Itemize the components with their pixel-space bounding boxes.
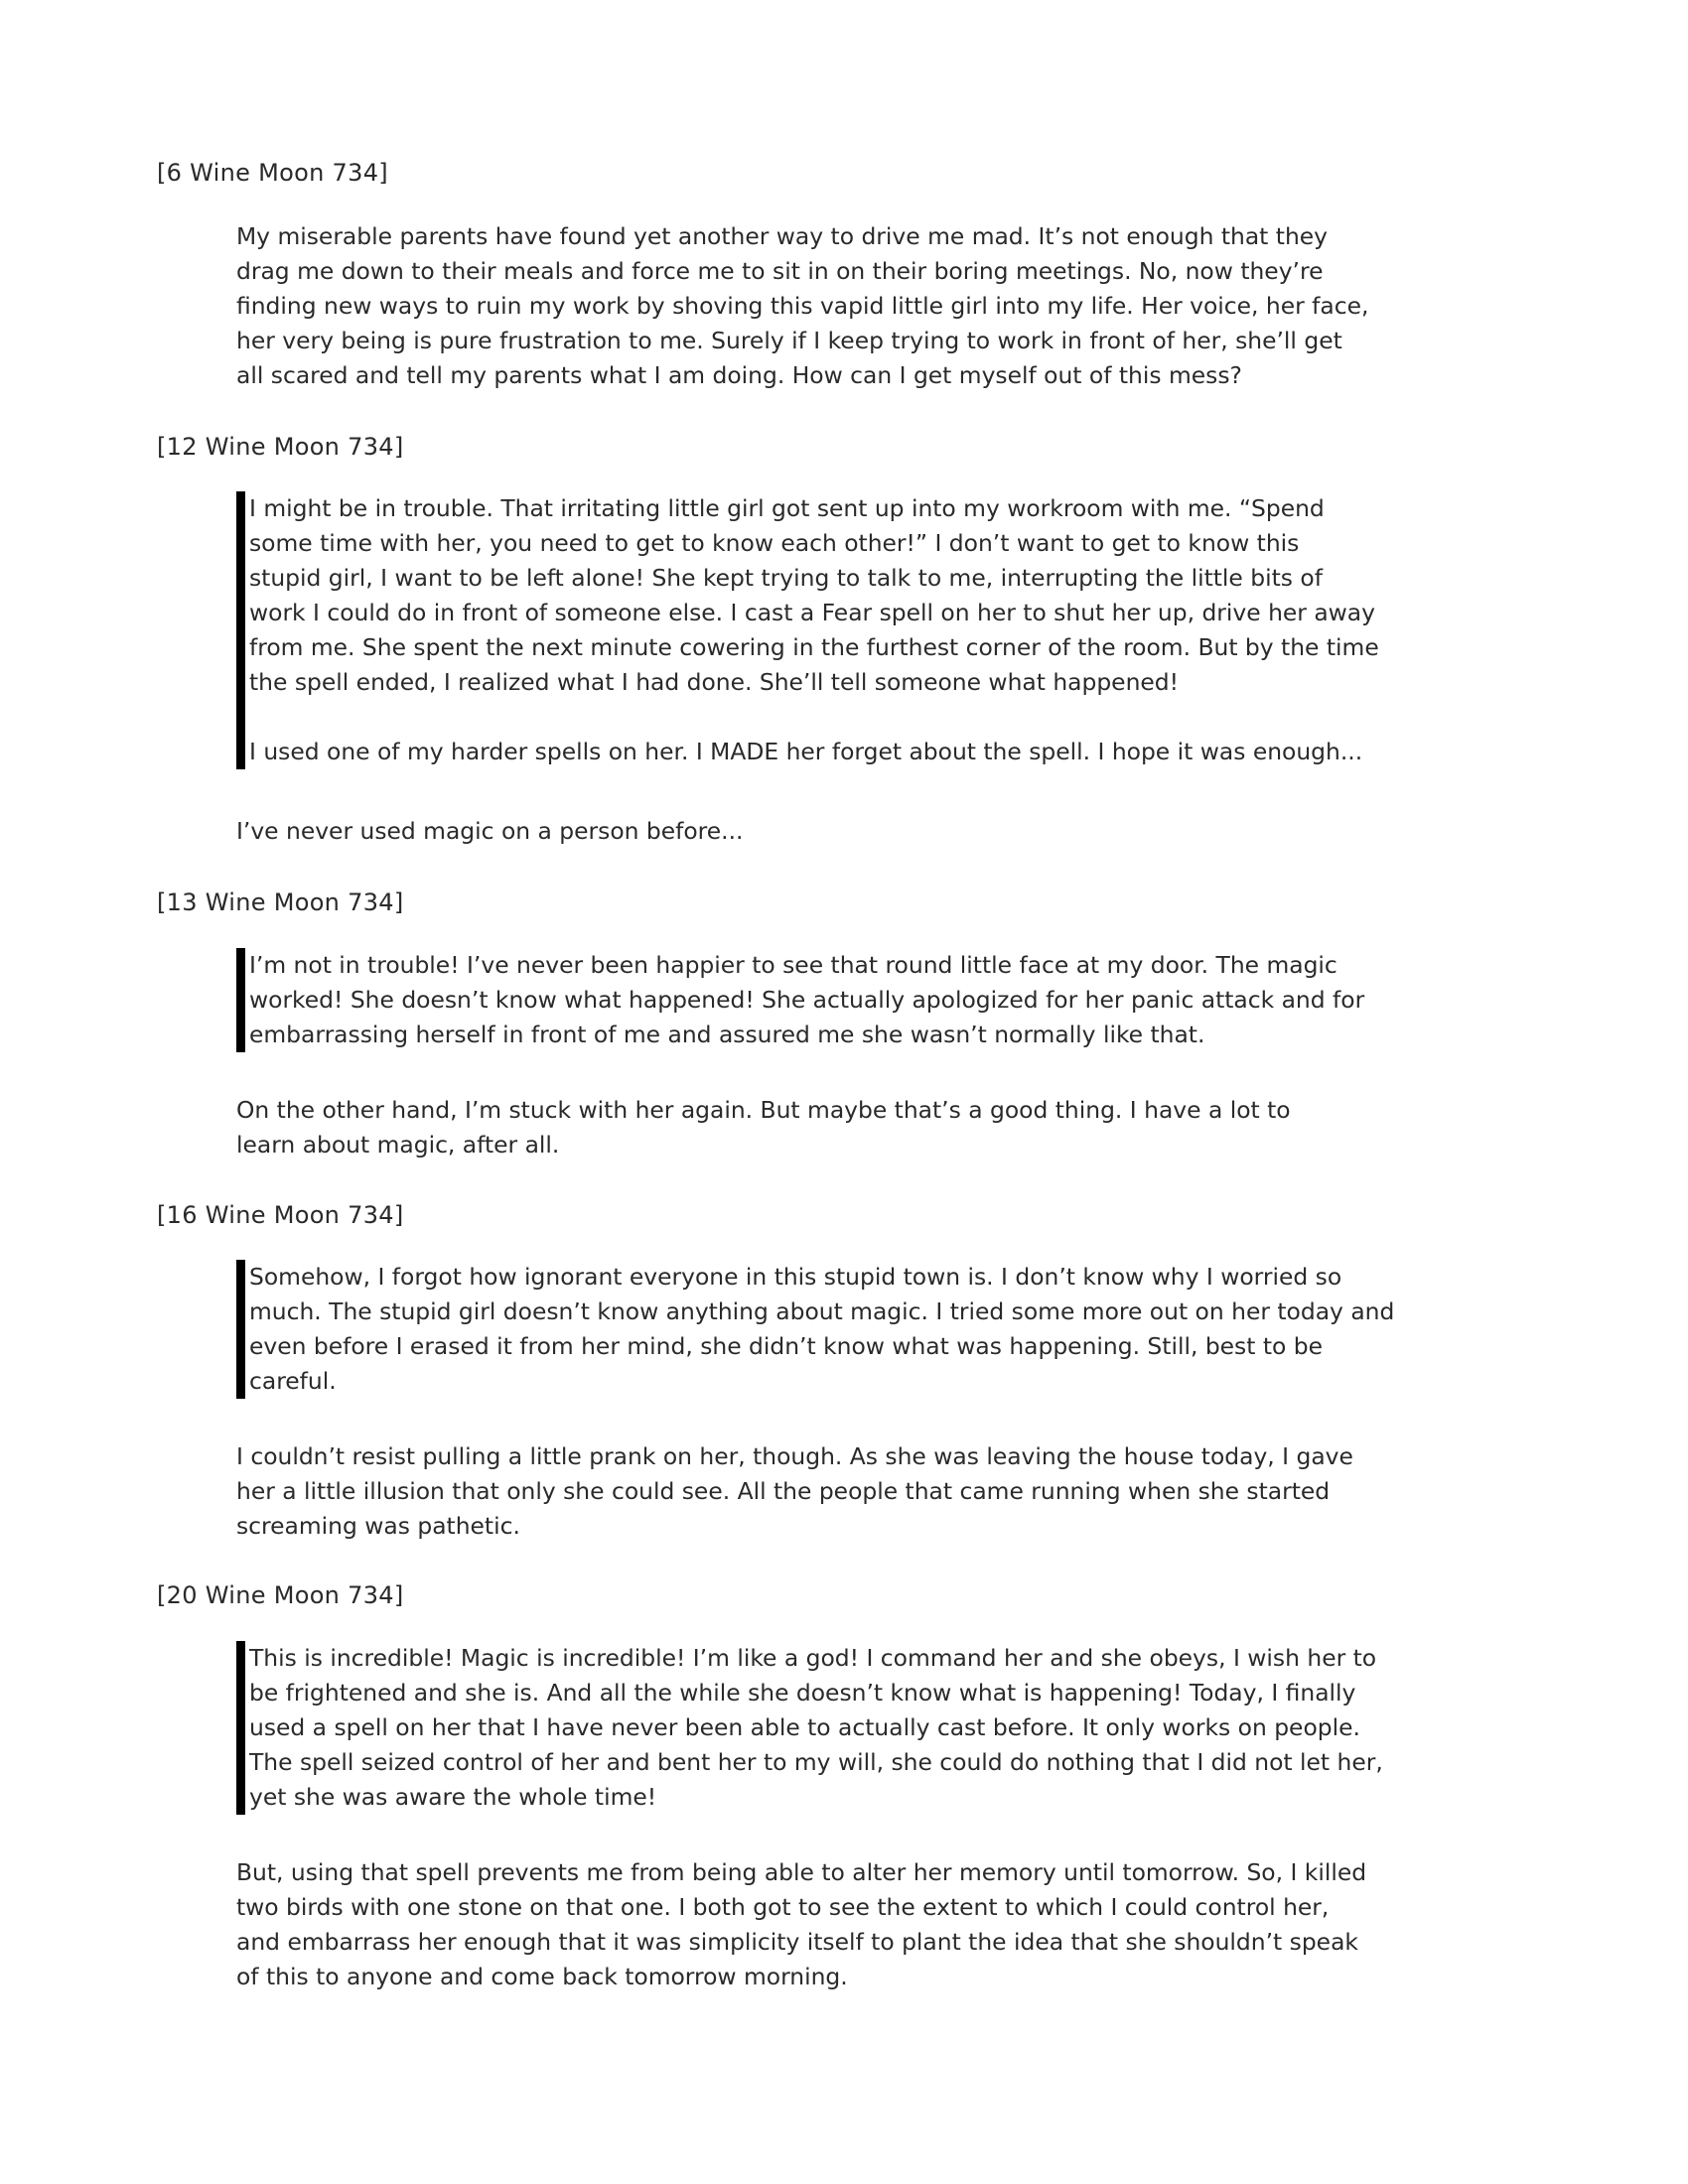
text-line: On the other hand, I’m stuck with her again. But maybe that’s a good thing. I have a lot to [236,1096,1291,1124]
entry-date-heading: [12 Wine Moon 734] [157,433,404,461]
text-line: finding new ways to ruin my work by shoving this vapid little girl into my life. Her voice, her face, [236,292,1369,320]
text-line: her very being is pure frustration to me. Surely if I keep trying to work in front of her, she’ll get [236,327,1342,354]
quoted-block [236,1641,1477,1815]
text-line: of this to anyone and come back tomorrow morning. [236,1963,848,1990]
text-line: I’m not in trouble! I’ve never been happier to see that round little face at my door. The magic [249,951,1337,979]
text-line: screaming was pathetic. [236,1512,520,1540]
text-line: But, using that spell prevents me from being able to alter her memory until tomorrow. So, I killed [236,1858,1367,1886]
text-line: The spell seized control of her and bent her to my will, she could do nothing that I did not let her, [249,1748,1383,1776]
entry-paragraph [236,219,1458,393]
text-line: Somehow, I forgot how ignorant everyone in this stupid town is. I don’t know why I worried so [249,1263,1342,1291]
entry-paragraph [236,1093,1458,1162]
text-line: yet she was aware the whole time! [249,1783,657,1811]
text-line: much. The stupid girl doesn’t know anything about magic. I tried some more out on her today and [249,1297,1395,1325]
text-line: two birds with one stone on that one. I both got to see the extent to which I could control her, [236,1893,1330,1921]
text-line: be frightened and she is. And all the while she doesn’t know what is happening! Today, I finally [249,1679,1356,1706]
text-line: the spell ended, I realized what I had done. She’ll tell someone what happened! [249,668,1180,696]
text-line: some time with her, you need to get to know each other!” I don’t want to get to know this [249,529,1300,557]
text-line: all scared and tell my parents what I am doing. How can I get myself out of this mess? [236,361,1242,389]
text-line: from me. She spent the next minute cowering in the furthest corner of the room. But by the time [249,633,1379,661]
text-line: I might be in trouble. That irritating little girl got sent up into my workroom with me. “Spend [249,494,1325,522]
entry-paragraph [236,814,1458,849]
entry-paragraph [249,491,1477,700]
text-line: I couldn’t resist pulling a little prank on her, though. As she was leaving the house today, I gave [236,1442,1353,1470]
text-line: stupid girl, I want to be left alone! She kept trying to talk to me, interrupting the little bits of [249,564,1323,592]
text-line: I used one of my harder spells on her. I MADE her forget about the spell. I hope it was enough... [249,738,1363,765]
entry-date-heading: [6 Wine Moon 734] [157,159,388,187]
text-line: work I could do in front of someone else. I cast a Fear spell on her to shut her up, drive her away [249,599,1375,626]
text-line: worked! She doesn’t know what happened! She actually apologized for her panic attack and for [249,986,1365,1014]
text-line: and embarrass her enough that it was simplicity itself to plant the idea that she shouldn’t speak [236,1928,1358,1956]
entry-paragraph [249,1260,1477,1399]
text-line: learn about magic, after all. [236,1131,560,1159]
entry-paragraph [249,1641,1477,1815]
text-line: her a little illusion that only she could see. All the people that came running when she started [236,1477,1331,1505]
quoted-block [236,948,1477,1052]
text-line: even before I erased it from her mind, she didn’t know what was happening. Still, best to be [249,1332,1324,1360]
entry-paragraph [236,1439,1458,1544]
entry-date-heading: [13 Wine Moon 734] [157,888,404,916]
text-line: embarrassing herself in front of me and assured me she wasn’t normally like that. [249,1021,1205,1048]
entry-date-heading: [20 Wine Moon 734] [157,1581,404,1609]
text-line: careful. [249,1367,337,1395]
entry-paragraph [236,1855,1458,1994]
text-line: My miserable parents have found yet another way to drive me mad. It’s not enough that they [236,222,1329,250]
paragraph-gap [249,700,1477,735]
text-line: used a spell on her that I have never been able to actually cast before. It only works on people. [249,1713,1360,1741]
quoted-block [236,491,1477,769]
text-line: This is incredible! Magic is incredible! I’m like a god! I command her and she obeys, I wish her to [249,1644,1377,1672]
text-line: I’ve never used magic on a person before... [236,817,744,845]
quoted-block [236,1260,1477,1399]
entry-paragraph [249,735,1477,769]
text-line: drag me down to their meals and force me to sit in on their boring meetings. No, now they’re [236,257,1324,285]
entry-date-heading: [16 Wine Moon 734] [157,1201,404,1229]
entry-paragraph [249,948,1477,1052]
